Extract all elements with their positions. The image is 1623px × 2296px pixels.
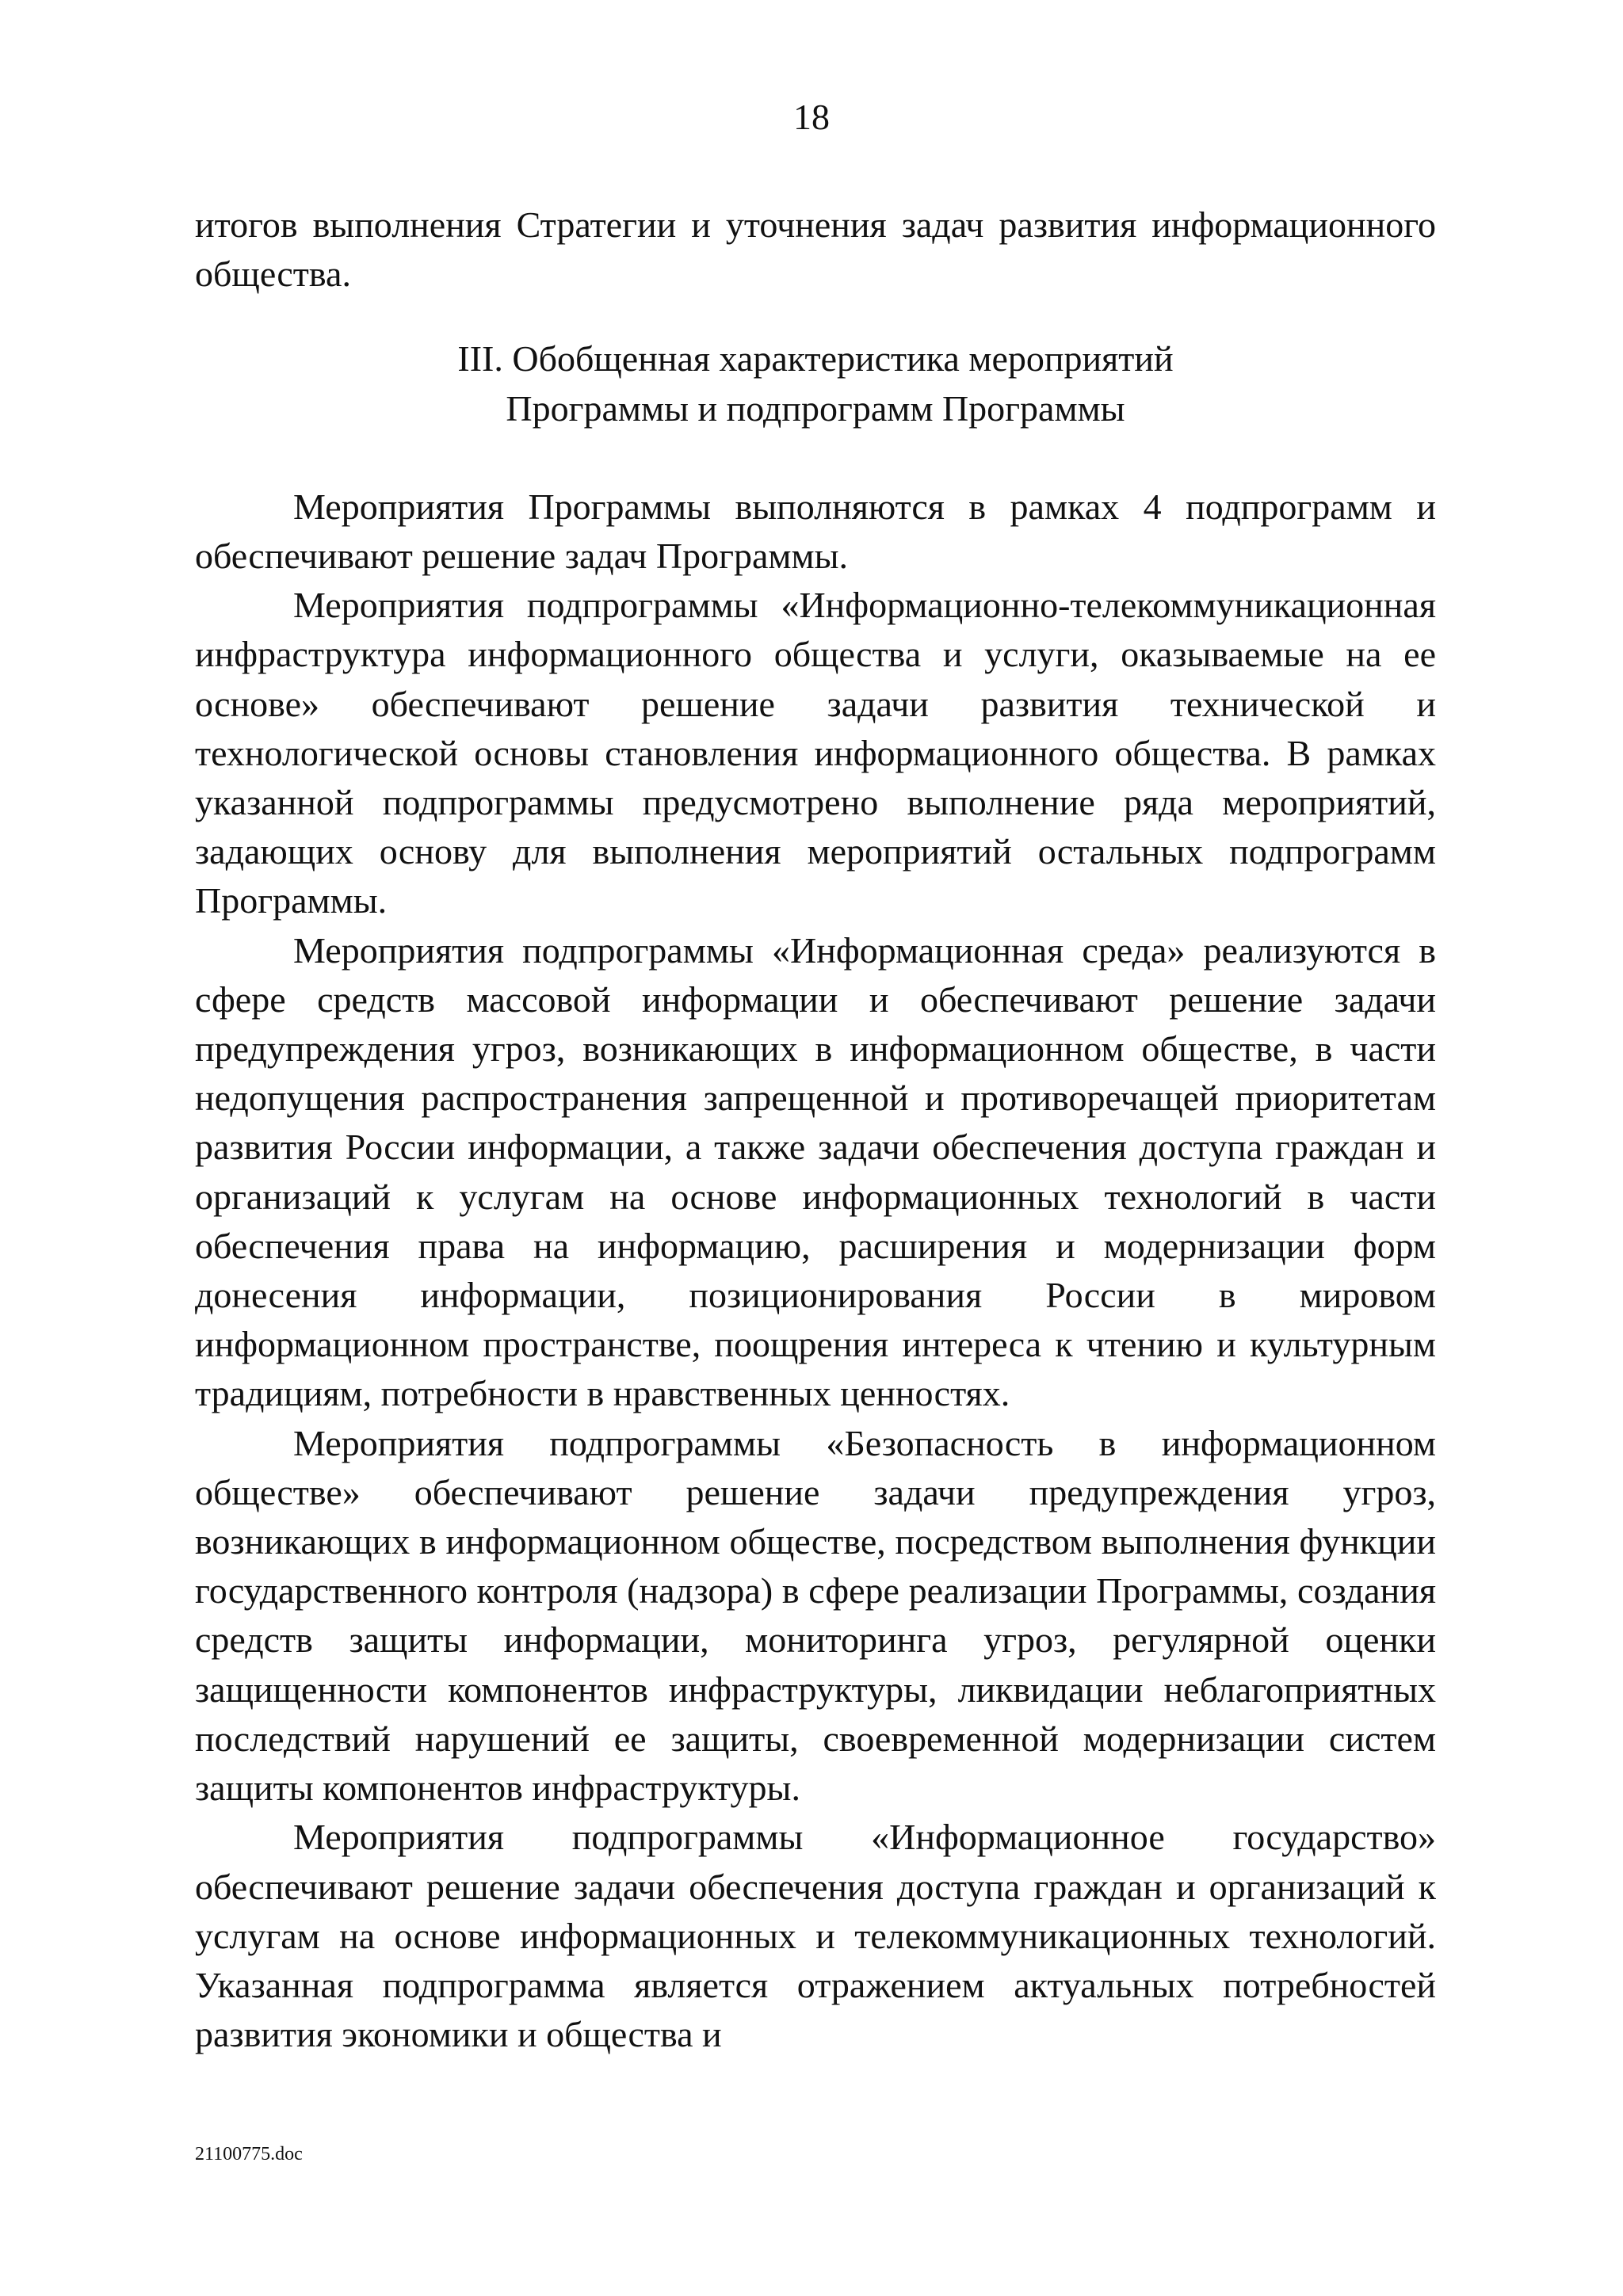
paragraph-infrastructure-subprogram: Мероприятия подпрограммы «Информационно-телекоммуникационная инфраструктура информационного общества и услуги, оказываемые на ее основе» обеспечивают решение задачи развития технической и технологической основы становления информационного общества. В рамках указанной подпрограммы предусмотрено выполнение ряда мероприятий, задающих основу для выполнения мероприятий остальных подпрограмм Программы.	[195, 585, 1436, 921]
section-heading-line-1: III. Обобщенная характеристика мероприятий	[457, 338, 1174, 379]
document-body	[195, 200, 1436, 2059]
continuation-paragraph: итогов выполнения Стратегии и уточнения задач развития информационного общества.	[195, 204, 1436, 295]
paragraph-information-environment-subprogram: Мероприятия подпрограммы «Информационная среда» реализуются в сфере средств массовой информации и обеспечивают решение задачи предупреждения угроз, возникающих в информационном обществе, в части недопущения распространения запрещенной и противоречащей приоритетам развития России информации, а также задачи обеспечения доступа граждан и организаций к услугам на основе информационных технологий в части обеспечения права на информацию, расширения и модернизации форм донесения информации, позиционирования России в мировом информационном пространстве, поощрения интереса к чтению и культурным традициям, потребности в нравственных ценностях.	[195, 929, 1436, 1414]
paragraph-information-state-subprogram: Мероприятия подпрограммы «Информационное государство» обеспечивают решение задачи обеспечения доступа граждан и организаций к услугам на основе информационных и телекоммуникационных технологий. Указанная подпрограмма является отражением актуальных потребностей развития экономики и общества и	[195, 1817, 1436, 2055]
section-heading-line-2: Программы и подпрограмм Программы	[506, 387, 1125, 429]
section-heading	[195, 334, 1436, 433]
paragraph-overview: Мероприятия Программы выполняются в рамках 4 подпрограмм и обеспечивают решение задач Программы.	[195, 486, 1436, 577]
paragraph-security-subprogram: Мероприятия подпрограммы «Безопасность в информационном обществе» обеспечивают решение задачи предупреждения угроз, возникающих в информационном обществе, посредством выполнения функции государственного контроля (надзора) в сфере реализации Программы, создания средств защиты информации, мониторинга угроз, регулярной оценки защищенности компонентов инфраструктуры, ликвидации неблагоприятных последствий нарушений ее защиты, своевременной модернизации систем защиты компонентов инфраструктуры.	[195, 1422, 1436, 1809]
page-number: 18	[793, 97, 830, 137]
footer-filename: 21100775.doc	[195, 2144, 303, 2164]
